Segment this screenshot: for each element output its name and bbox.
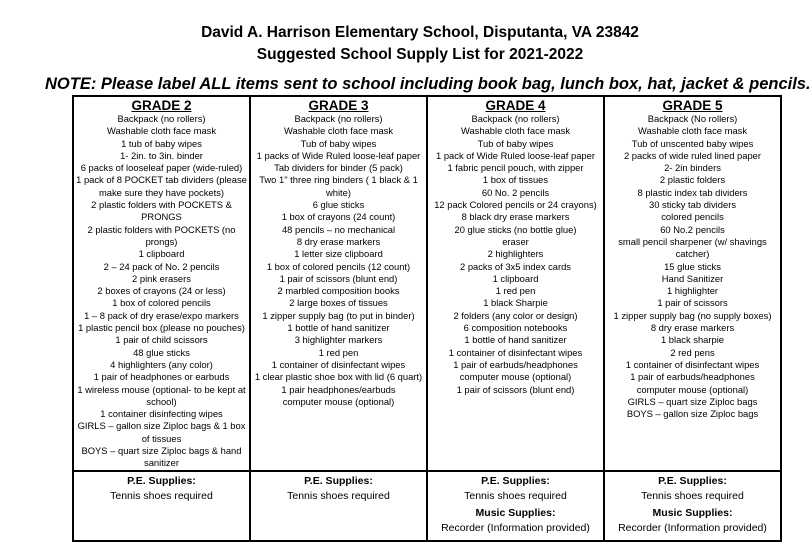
list-item: 1 box of tissues xyxy=(482,174,549,186)
list-item: BOYS – gallon size Ziploc bags xyxy=(626,408,759,420)
pe-supplies-heading: P.E. Supplies: xyxy=(127,474,196,487)
list-item: 1 container of disinfectant wipes xyxy=(271,358,406,370)
list-item: BOYS – quart size Ziploc bags & hand sanitizer xyxy=(81,445,242,469)
music-supplies-text: Recorder (Information provided) xyxy=(618,521,767,534)
list-item: 1 pair of earbuds/headphones xyxy=(453,358,578,370)
list-item: 60 No.2 pencils xyxy=(660,223,725,235)
list-item: 2 plastic folders xyxy=(659,174,726,186)
list-item: 1 box of colored pencils xyxy=(112,297,211,309)
list-item: 2 highlighters xyxy=(487,248,544,260)
list-item: 1 box of colored pencils (12 count) xyxy=(266,260,411,272)
list-item: 8 black dry erase markers xyxy=(461,211,570,223)
school-heading: David A. Harrison Elementary School, Disputanta, VA 23842 xyxy=(201,24,639,41)
list-item: Backpack (no rollers) xyxy=(471,113,560,124)
supply-list xyxy=(607,113,778,420)
pe-supplies-heading: P.E. Supplies: xyxy=(658,474,727,487)
list-item: 1 zipper supply bag (no supply boxes) xyxy=(613,309,772,321)
list-item: 2 packs of 3x5 index cards xyxy=(460,260,571,272)
list-item: 30 sticky tab dividers xyxy=(648,199,737,211)
list-item: 1 packs of Wide Ruled loose-leaf paper xyxy=(256,149,421,161)
pe-supplies-heading: P.E. Supplies: xyxy=(304,474,373,487)
list-item: 1 tub of baby wipes xyxy=(121,137,202,149)
list-item: 1 clipboard xyxy=(492,272,539,284)
pe-supplies-text: Tennis shoes required xyxy=(110,489,213,502)
list-item: 20 glue sticks (no bottle glue) xyxy=(454,223,577,235)
supply-list xyxy=(253,113,424,408)
grade-2-column xyxy=(73,96,250,471)
list-item: 1 letter size clipboard xyxy=(294,248,383,260)
grade-5-column xyxy=(604,96,781,471)
list-item: small pencil sharpener (w/ shavings catcher) xyxy=(618,235,767,260)
list-item: computer mouse (optional) xyxy=(282,395,395,407)
list-item: 1 highlighter xyxy=(666,285,719,297)
list-item: 1 pack of Wide Ruled loose-leaf paper xyxy=(436,149,595,161)
list-item: Washable cloth face mask xyxy=(637,125,748,137)
grade-4-extra xyxy=(427,471,604,541)
list-item: 1 clipboard xyxy=(138,248,185,260)
grade-title: GRADE 2 xyxy=(131,98,192,113)
list-item: 2- 2in binders xyxy=(664,162,721,174)
list-item: 1 pair of child scissors xyxy=(115,334,208,346)
list-item: 8 dry erase markers xyxy=(650,322,735,334)
list-item: 1 red pen xyxy=(318,346,359,358)
list-item: Washable cloth face mask xyxy=(460,125,571,137)
supplies-row xyxy=(73,96,781,471)
list-item: GIRLS – gallon size Ziploc bags & 1 box of tissues xyxy=(77,420,246,444)
list-item: 1 box of crayons (24 count) xyxy=(281,211,396,223)
list-item: 1 container of disinfectant wipes xyxy=(448,346,583,358)
list-item: 6 packs of looseleaf paper (wide-ruled) xyxy=(80,162,243,174)
grade-3-extra xyxy=(250,471,427,541)
list-item: 6 composition notebooks xyxy=(463,322,568,334)
list-item: 2 folders (any color or design) xyxy=(453,309,578,321)
list-item: 2 large boxes of tissues xyxy=(289,297,388,309)
list-item: GIRLS – quart size Ziploc bags xyxy=(627,395,758,407)
list-item: eraser xyxy=(502,235,529,247)
music-supplies-heading: Music Supplies: xyxy=(475,506,556,519)
list-item: 1 wireless mouse (optional- to be kept at school) xyxy=(77,383,246,407)
list-item: 1 pair of earbuds/headphones xyxy=(630,371,755,383)
list-item: 1 zipper supply bag (to put in binder) xyxy=(262,309,415,321)
list-item: Backpack (no rollers) xyxy=(117,113,206,124)
list-item: Tub of baby wipes xyxy=(477,137,554,149)
list-item: 1- 2in. to 3in. binder xyxy=(120,149,203,161)
list-item: 1 container disinfecting wipes xyxy=(100,408,223,420)
list-item: 2 plastic folders with POCKETS (no prongs) xyxy=(87,223,236,247)
list-item: 2 packs of wide ruled lined paper xyxy=(623,149,762,161)
list-item: 2 pink erasers xyxy=(132,272,191,284)
list-item: 2 boxes of crayons (24 or less) xyxy=(97,285,226,297)
list-item: 60 No. 2 pencils xyxy=(481,186,550,198)
supply-list-title: Suggested School Supply List for 2021-2022 xyxy=(256,46,584,63)
list-item: 1 pair of headphones or earbuds xyxy=(93,371,230,383)
list-item: 8 plastic index tab dividers xyxy=(637,186,748,198)
list-item: 3 highlighter markers xyxy=(294,334,383,346)
list-item: 4 highlighters (any color) xyxy=(110,358,213,370)
pe-supplies-text: Tennis shoes required xyxy=(287,489,390,502)
pe-supplies-heading: P.E. Supplies: xyxy=(481,474,550,487)
grade-title: GRADE 3 xyxy=(308,98,369,113)
list-item: 15 glue sticks xyxy=(664,260,721,272)
list-item: 2 – 24 pack of No. 2 pencils xyxy=(103,260,220,272)
supply-list xyxy=(76,113,247,470)
list-item: Washable cloth face mask xyxy=(283,125,394,137)
list-item: 2 marbled composition books xyxy=(277,285,400,297)
list-item: 1 – 8 pack of dry erase/expo markers xyxy=(84,309,239,321)
list-item: 1 fabric pencil pouch, with zipper xyxy=(447,162,584,174)
list-item: 1 pair of scissors (blunt end) xyxy=(456,383,575,395)
music-supplies-heading: Music Supplies: xyxy=(652,506,733,519)
grade-5-extra xyxy=(604,471,781,541)
list-item: 8 dry erase markers xyxy=(296,235,381,247)
list-item: Tub of baby wipes xyxy=(300,137,377,149)
list-item: 6 glue sticks xyxy=(312,199,365,211)
grade-title: GRADE 5 xyxy=(662,98,723,113)
supply-list xyxy=(430,113,601,396)
list-item: computer mouse (optional) xyxy=(459,371,572,383)
list-item: 1 pair headphones/earbuds xyxy=(281,383,396,395)
list-item: Two 1" three ring binders ( 1 black & 1 white) xyxy=(259,174,418,198)
pe-supplies-text: Tennis shoes required xyxy=(641,489,744,502)
list-item: 2 red pens xyxy=(670,346,715,358)
grade-3-column xyxy=(250,96,427,471)
list-item: Backpack (no rollers) xyxy=(294,113,383,124)
list-item: 2 plastic folders with POCKETS & PRONGS xyxy=(91,199,232,223)
supply-table xyxy=(72,95,782,542)
list-item: 1 black Sharpie xyxy=(483,297,548,309)
list-item: Washable cloth face mask xyxy=(106,125,217,137)
label-note: NOTE: Please label ALL items sent to school including book bag, lunch box, hat, jacket & pencils. xyxy=(45,75,811,93)
grade-4-column xyxy=(427,96,604,471)
list-item: 1 pair of scissors xyxy=(657,297,728,309)
music-supplies-text: Recorder (Information provided) xyxy=(441,521,590,534)
list-item: Tub of unscented baby wipes xyxy=(631,137,754,149)
list-item: 1 container of disinfectant wipes xyxy=(625,358,760,370)
grade-2-extra xyxy=(73,471,250,541)
grade-title: GRADE 4 xyxy=(485,98,546,113)
list-item: 1 black sharpie xyxy=(660,334,725,346)
list-item: 1 bottle of hand sanitizer xyxy=(287,322,390,334)
pe-supplies-text: Tennis shoes required xyxy=(464,489,567,502)
list-item: computer mouse (optional) xyxy=(636,383,749,395)
list-item: Backpack (No rollers) xyxy=(647,113,738,124)
list-item: 1 plastic pencil box (please no pouches) xyxy=(78,322,245,334)
list-item: 1 red pen xyxy=(495,285,536,297)
list-item: 48 pencils – no mechanical xyxy=(281,223,396,235)
extra-supplies-row xyxy=(73,471,781,541)
list-item: 1 bottle of hand sanitizer xyxy=(464,334,567,346)
list-item: 48 glue sticks xyxy=(133,346,190,358)
list-item: 1 clear plastic shoe box with lid (6 quart) xyxy=(254,371,423,383)
list-item: 1 pack of 8 POCKET tab dividers (please make sure they have pockets) xyxy=(76,174,247,198)
list-item: 12 pack Colored pencils or 24 crayons) xyxy=(434,199,597,211)
list-item: Hand Sanitizer xyxy=(661,272,724,284)
list-item: colored pencils xyxy=(661,211,724,223)
list-item: Tab dividers for binder (5 pack) xyxy=(274,162,403,174)
list-item: 1 pair of scissors (blunt end) xyxy=(279,272,398,284)
